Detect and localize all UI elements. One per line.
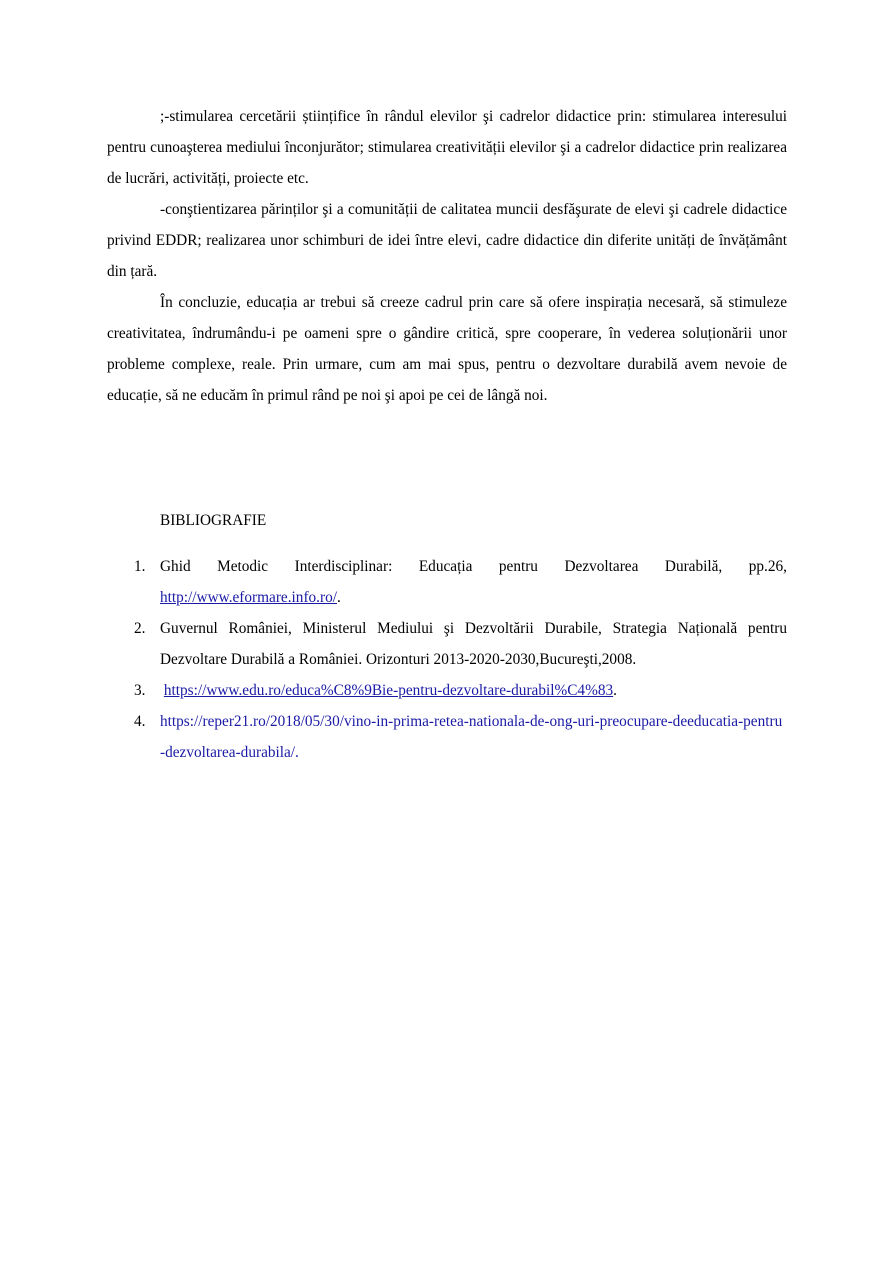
list-number: 2. [134,620,146,637]
list-number: 4. [134,713,146,730]
reference-link[interactable]: http://www.eformare.info.ro/ [160,589,337,606]
list-number: 3. [134,682,146,699]
body-paragraph-2: -conştientizarea părinților şi a comunității de calitatea muncii desfăşurate de elevi şi cadrele didactice privind EDDR; realizarea unor schimburi de idei între elevi, cadre didactice din diferite unități de învățământ din țară. [107,201,787,280]
reference-link[interactable]: https://www.edu.ro/educa%C8%9Bie-pentru-dezvoltare-durabil%C4%83 [163,682,614,699]
body-paragraph-1: ;-stimularea cercetării științifice în rândul elevilor şi cadrelor didactice prin: stimularea interesului pentru cunoaşterea mediului înconjurător; stimularea creativității elevilor şi a cadrelor didactice prin realizarea de lucrări, activități, proiecte etc. [107,108,787,187]
bibliography-item-4 [107,706,787,768]
bibliography-item-1 [107,551,787,613]
bibliography-title: BIBLIOGRAFIE [160,512,267,529]
bibliography-item-3 [107,675,787,706]
reference-link[interactable]: https://reper21.ro/2018/05/30/vino-in-prima-retea-nationala-de-ong-uri-preocupare-deeducatia-pentru-dezvoltarea-durabila/ [160,713,783,761]
item-suffix: . [337,589,341,606]
bibliography-item-2 [107,613,787,675]
item-suffix: . [613,682,617,699]
bibliography-list [107,551,787,768]
bibliography-item-text: Ghid Metodic Interdisciplinar: Educația pentru Dezvoltarea Durabilă, pp.26, [160,558,787,575]
item-suffix: . [295,744,299,761]
list-number: 1. [134,558,146,575]
document-page [107,101,787,761]
bibliography-item-text: Guvernul României, Ministerul Mediului şi Dezvoltării Durabile, Strategia Națională pentru Dezvoltare Durabilă a României. Orizonturi 2013-2020-2030,Bucureşti,2008. [160,620,787,668]
body-paragraph-3: În concluzie, educația ar trebui să creeze cadrul prin care să ofere inspirația necesară, să stimuleze creativitatea, îndrumându-i pe oameni spre o gândire critică, spre cooperare, în vederea soluționării unor probleme complexe, reale. Prin urmare, cum am mai spus, pentru o dezvoltare durabilă avem nevoie de educație, să ne educăm în primul rând pe noi şi apoi pe cei de lângă noi. [107,294,787,404]
